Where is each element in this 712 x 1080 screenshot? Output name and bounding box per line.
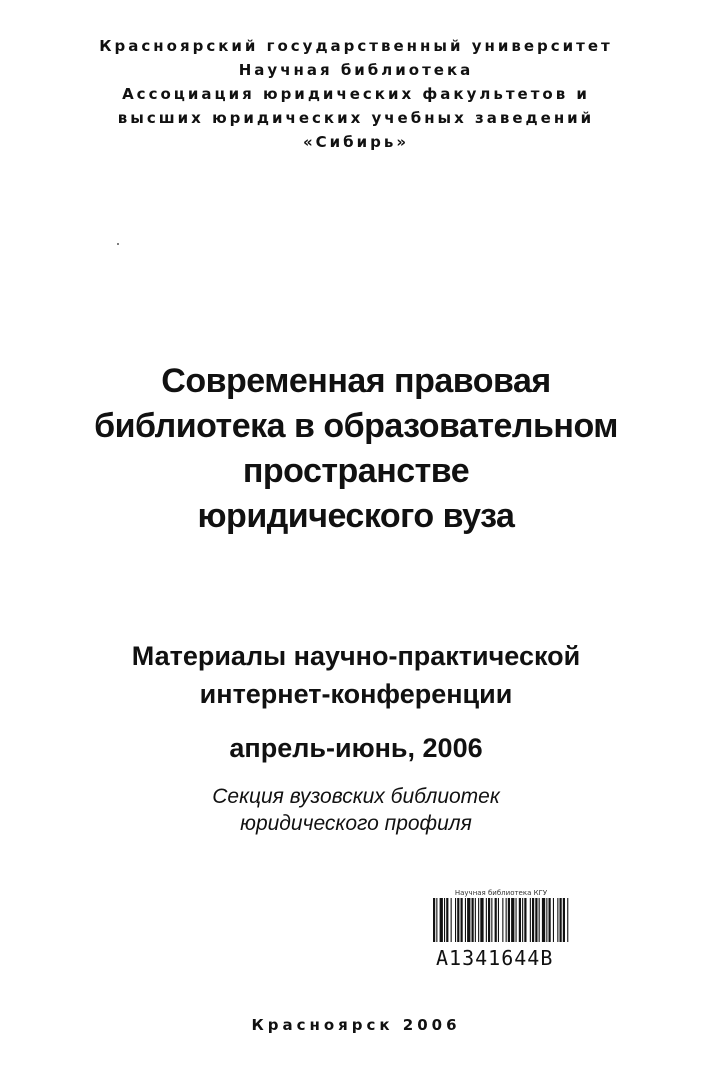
- barcode-bar: [478, 898, 479, 942]
- title-line-2: библиотека в образовательном: [94, 407, 618, 445]
- barcode-bar: [557, 898, 558, 942]
- barcode-bar: [491, 898, 492, 942]
- university-name: Красноярский государственный университет: [99, 37, 613, 55]
- barcode-bar: [475, 898, 476, 942]
- barcode-bar: [553, 898, 554, 942]
- barcode-bar: [486, 898, 487, 942]
- barcode-icon: [432, 898, 570, 942]
- barcode-bar: [516, 898, 517, 942]
- barcode-bar: [472, 898, 474, 942]
- association-line-2: высших юридических учебных заведений: [117, 109, 595, 127]
- library-name: Научная библиотека: [238, 61, 474, 79]
- barcode-bar: [433, 898, 435, 942]
- barcode-bar: [532, 898, 534, 942]
- subtitle-line-2: интернет-конференции: [199, 679, 513, 709]
- barcode-bar: [524, 898, 526, 942]
- book-title: [0, 359, 712, 539]
- title-line-4: юридического вуза: [197, 497, 515, 535]
- barcode-bar: [440, 898, 443, 942]
- section-name: [0, 783, 712, 837]
- barcode-bar: [457, 898, 459, 942]
- barcode-bar: [519, 898, 521, 942]
- city-year: Красноярск 2006: [251, 1016, 461, 1034]
- barcode-bar: [508, 898, 510, 942]
- barcode-bar: [563, 898, 565, 942]
- conference-date: апрель-июнь, 2006: [229, 733, 483, 763]
- barcode-bar: [535, 898, 537, 942]
- barcode-bar: [495, 898, 497, 942]
- section-line-2: юридического профиля: [240, 812, 472, 835]
- barcode-bar: [506, 898, 507, 942]
- barcode-bar: [502, 898, 503, 942]
- barcode-bar: [542, 898, 545, 942]
- association-line-1: Ассоциация юридических факультетов и: [122, 85, 590, 103]
- conference-subtitle: [0, 637, 712, 713]
- barcode-number: A1341644B: [436, 946, 554, 970]
- barcode-bar: [455, 898, 456, 942]
- section-line-1: Секция вузовских библиотек: [212, 785, 500, 808]
- barcode-bar: [436, 898, 437, 942]
- library-barcode-stamp: [430, 888, 572, 980]
- barcode-bar: [488, 898, 490, 942]
- barcode-bar: [530, 898, 531, 942]
- barcode-bar: [511, 898, 514, 942]
- barcode-bar: [461, 898, 463, 942]
- stamp-library-text: Научная библиотека КГУ: [454, 889, 548, 897]
- barcode-bar: [560, 898, 562, 942]
- barcode-bar: [522, 898, 523, 942]
- title-line-1: Современная правовая: [161, 362, 551, 400]
- barcode-bar: [549, 898, 551, 942]
- publisher-header: [0, 34, 712, 154]
- scan-speck: [117, 243, 119, 245]
- association-line-3: «Сибирь»: [302, 133, 410, 151]
- barcode-bar: [467, 898, 470, 942]
- title-line-3: пространстве: [242, 452, 470, 490]
- barcode-bar: [480, 898, 483, 942]
- barcode-bar: [498, 898, 499, 942]
- subtitle-line-1: Материалы научно-практической: [131, 641, 581, 671]
- barcode-bar: [446, 898, 448, 942]
- barcode-bar: [546, 898, 547, 942]
- barcode-bar: [444, 898, 445, 942]
- barcode-bar: [465, 898, 466, 942]
- barcode-bar: [567, 898, 568, 942]
- barcode-bar: [539, 898, 540, 942]
- barcode-bar: [451, 898, 452, 942]
